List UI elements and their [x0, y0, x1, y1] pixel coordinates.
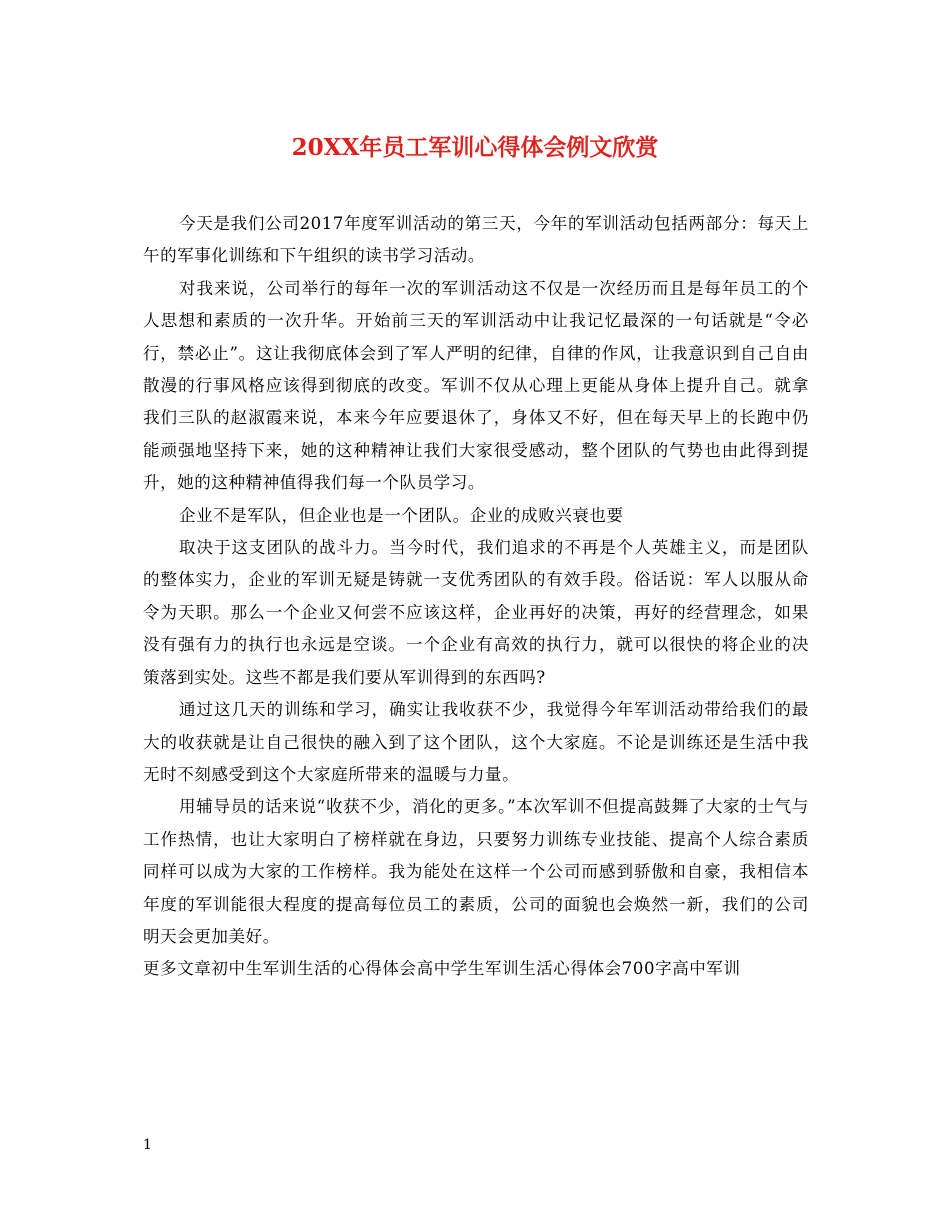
paragraph-6: 用辅导员的话来说“收获不少，消化的更多。”本次军训不但提高鼓舞了大家的士气与工作热情，也让大家明白了榜样就在身边，只要努力训练专业技能、提高个人综合素质同样可以成为大家的工作榜样。我为能处在这样一个公司而感到骄傲和自豪，我相信本年度的军训能很大程度的提高每位员工的素质，公司的面貌也会焕然一新，我们的公司明天会更加美好。 — [143, 797, 809, 946]
paragraph-2: 对我来说，公司举行的每年一次的军训活动这不仅是一次经历而且是每年员工的个人思想和素质的一次升华。开始前三天的军训活动中让我记忆最深的一句话就是“令必行，禁必止”。这让我彻底体会到了军人严明的纪律，自律的作风，让我意识到自己自由散漫的行事风格应该得到彻底的改变。军训不仅从心理上更能从身体上提升自己。就拿我们三队的赵淑霞来说，本来今年应要退休了，身体又不好，但在每天早上的长跑中仍能顽强地坚持下来，她的这种精神让我们大家很受感动，整个团队的气势也由此得到提升，她的这种精神值得我们每一个队员学习。 — [143, 278, 809, 493]
paragraph-3: 企业不是军队，但企业也是一个团队。企业的成败兴衰也要 — [179, 505, 624, 525]
page-number: 1 — [143, 1137, 152, 1153]
paragraph-5: 通过这几天的训练和学习，确实让我收获不少，我觉得今年军训活动带给我们的最大的收获就是让自己很快的融入到了这个团队，这个大家庭。不论是训练还是生活中我无时不刻感受到这个大家庭所带来的温暖与力量。 — [143, 700, 809, 784]
paragraph-4: 取决于这支团队的战斗力。当今时代，我们追求的不再是个人英雄主义，而是团队的整体实力，企业的军训无疑是铸就一支优秀团队的有效手段。俗话说：军人以服从命令为天职。那么一个企业又何尝不应该这样，企业再好的决策，再好的经营理念，如果没有强有力的执行也永远是空谈。一个企业有高效的执行力，就可以很快的将企业的决策落到实处。这些不都是我们要从军训得到的东西吗? — [143, 538, 809, 687]
paragraph-1: 今天是我们公司2017年度军训活动的第三天，今年的军训活动包括两部分：每天上午的军事化训练和下午组织的读书学习活动。 — [143, 214, 809, 266]
document-title: 20XX年员工军训心得体会例文欣赏 — [291, 134, 659, 161]
more-articles-line: 更多文章初中生军训生活的心得体会高中学生军训生活心得体会700字高中军训 — [143, 959, 741, 979]
document-body — [143, 208, 809, 986]
